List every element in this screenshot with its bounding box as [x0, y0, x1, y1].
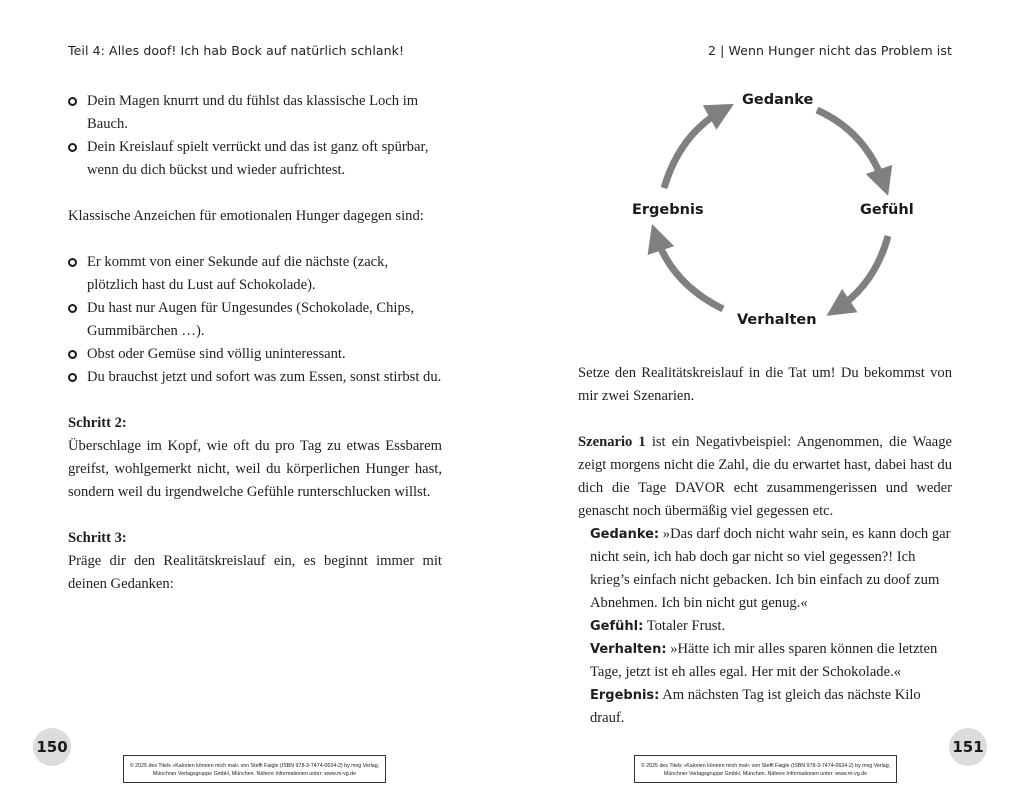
scenario-behavior: Verhalten: »Hätte ich mir alles sparen können die letzten Tage, jetzt ist eh alles egal. Her mit der Schokolade.«: [590, 641, 938, 680]
list-item: Du brauchst jetzt und sofort was zum Essen, sonst stirbst du.: [68, 366, 442, 389]
bullet-icon: [68, 350, 77, 359]
cycle-label-gefuehl: Gefühl: [860, 202, 914, 218]
scenario-feeling: Gefühl: Totaler Frust.: [590, 618, 726, 634]
arrow-verhalten-to-ergebnis: [656, 236, 723, 309]
scenario-1-cycle: [578, 523, 952, 730]
right-page: [510, 0, 1020, 793]
running-head-left: Teil 4: Alles doof! Ich hab Bock auf natürlich schlank!: [68, 43, 405, 58]
step-3-heading: Schritt 3:: [68, 530, 127, 546]
list-item: Obst oder Gemüse sind völlig uninteressant.: [68, 343, 442, 366]
copyright-notice-left: © 2025 des Titels »Kalorien können mich mal« von Steffi Faigle (ISBN 978-3-7474-0634-2) by mvg Verlag, Münchner Verlagsgruppe GmbH, München. Nähere Informationen unter: www.m-vg.de: [123, 755, 386, 783]
page-number-right: 151: [949, 728, 987, 766]
arrow-gedanke-to-gefuehl: [817, 110, 884, 184]
emotional-hunger-intro: Klassische Anzeichen für emotionalen Hunger dagegen sind:: [68, 208, 424, 224]
page-number-left: 150: [33, 728, 71, 766]
scenario-thought: Gedanke: »Das darf doch nicht wahr sein, es kann doch gar nicht sein, ich hab doch gar nicht so viel gegessen?! Ich krieg’s einfach nicht gebacken. Ich bin einfach zu doof zum Abnehmen. Ich bin nicht gut genug.«: [590, 526, 951, 611]
list-item: Du hast nur Augen für Ungesundes (Schokolade, Chips, Gummibärchen …).: [68, 297, 442, 343]
list-item: Er kommt von einer Sekunde auf die nächste (zack, plötzlich hast du Lust auf Schokolade).: [68, 251, 442, 297]
bullet-icon: [68, 304, 77, 313]
bullet-icon: [68, 97, 77, 106]
step-3-text: Präge dir den Realitätskreislauf ein, es beginnt immer mit deinen Gedanken:: [68, 553, 442, 592]
physical-hunger-list: [68, 90, 442, 182]
list-item: Dein Kreislauf spielt verrückt und das ist ganz oft spürbar, wenn du dich bückst und wieder aufrichtest.: [68, 136, 442, 182]
emotional-hunger-list: [68, 251, 442, 389]
scenario-1-description: Szenario 1 ist ein Negativbeispiel: Angenommen, die Waage zeigt morgens nicht die Zahl, die du erwartet hast, dabei hast du dich die Tage DAVOR echt zusammengerissen und weder genascht noch übermäßig viel gegessen etc.: [578, 434, 952, 519]
copyright-notice-right: © 2025 des Titels »Kalorien können mich mal« von Steffi Faigle (ISBN 978-3-7474-0634-2) by mvg Verlag, Münchner Verlagsgruppe GmbH, München. Nähere Informationen unter: www.m-vg.de: [634, 755, 897, 783]
reality-cycle-diagram: [610, 84, 914, 344]
scenario-result: Ergebnis: Am nächsten Tag ist gleich das nächste Kilo drauf.: [590, 687, 921, 726]
step-2-text: Überschlage im Kopf, wie oft du pro Tag zu etwas Essbarem greifst, wohlgemerkt nicht, weil du körperlichen Hunger hast, sondern weil du irgendwelche Gefühle runterschlucken willst.: [68, 438, 442, 500]
running-head-right: 2 | Wenn Hunger nicht das Problem ist: [707, 43, 952, 58]
left-body-text: [68, 90, 442, 596]
cycle-label-verhalten: Verhalten: [737, 312, 817, 328]
scenario-intro: Setze den Realitätskreislauf in die Tat um! Du bekommst von mir zwei Szenarien.: [578, 365, 952, 404]
bullet-icon: [68, 258, 77, 267]
arrow-ergebnis-to-gedanke: [664, 110, 723, 188]
arrow-gefuehl-to-verhalten: [837, 236, 888, 309]
bullet-icon: [68, 373, 77, 382]
cycle-label-ergebnis: Ergebnis: [632, 202, 704, 218]
list-item: Dein Magen knurrt und du fühlst das klassische Loch im Bauch.: [68, 90, 442, 136]
cycle-label-gedanke: Gedanke: [742, 92, 814, 108]
step-2-heading: Schritt 2:: [68, 415, 127, 431]
right-body-text: [578, 362, 952, 730]
bullet-icon: [68, 143, 77, 152]
